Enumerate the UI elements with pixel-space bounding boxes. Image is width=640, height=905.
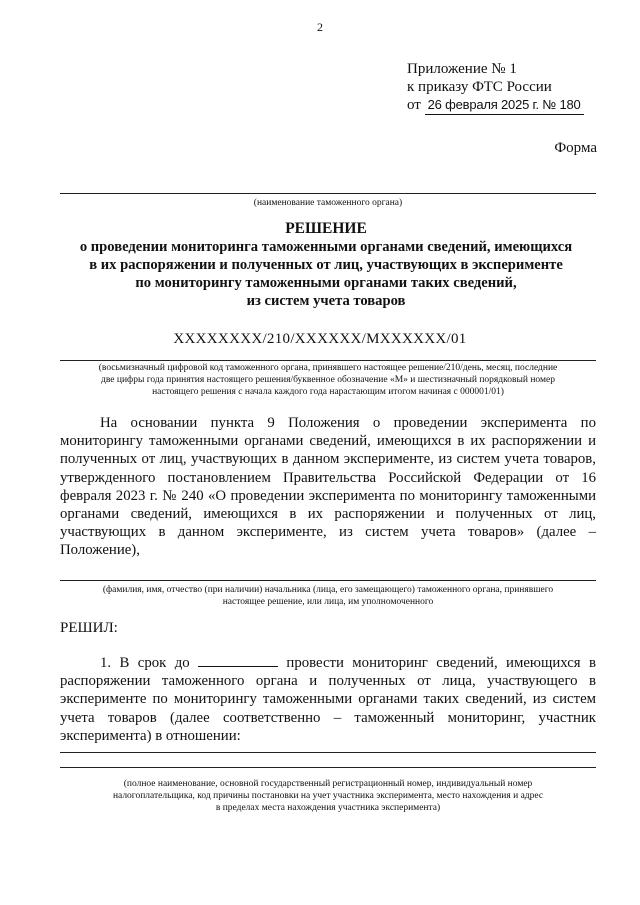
participant-caption-line-3: в пределах места нахождения участника эксперимента) [215,803,441,813]
code-caption-line-1: (восьмизначный цифровой код таможенного органа, принявшего настоящее решение/210/день, месяц, последние [98,363,558,373]
appendix-line-1: Приложение № 1 [407,61,517,77]
decision-title-line-4: из систем учета товаров [246,293,406,309]
item-1-paragraph [60,654,596,745]
customs-authority-caption: (наименование таможенного органа) [253,198,403,208]
deadline-blank [198,654,278,667]
decision-title-line-2: в их распоряжении и полученных от лиц, участвующих в эксперименте [89,257,563,273]
code-caption-line-2: две цифры года принятия настоящего решения/буквенное обозначение «М» и шестизначный порядковый номер [101,375,555,385]
item-1-prefix: 1. В срок до [100,655,190,671]
participant-caption-line-2: налогоплательщика, код причины постановки на учет участника эксперимента, место нахождения и адрес [112,791,544,801]
basis-paragraph: На основании пункта 9 Положения о проведении эксперимента по мониторингу таможенными органами сведений, имеющихся в их распоряжении и полученных от лиц, участвующих в данном эксперименте, из систем учета товаров, утвержденного постановлением Правительства Российской Федерации от 16 февраля 2023 г. № 240 «О проведении эксперимента по мониторингу таможенными органами сведений, имеющихся в их распоряжении и полученных от лиц, участвующих в данном эксперименте, из систем учета товаров» (далее – Положение), [60,415,596,559]
decision-code: XXXXXXXX/210/XXXXXX/MXXXXXX/01 [173,331,467,347]
participant-caption-line-1: (полное наименование, основной государственный регистрационный номер, индивидуальный номер [123,779,533,789]
decision-title [58,220,594,310]
appendix-line-2: к приказу ФТС России [407,79,552,95]
participant-line-1 [60,752,596,753]
participant-caption [60,778,596,814]
resolved-heading: РЕШИЛ: [60,620,118,636]
appendix-line-3 [407,96,584,115]
appendix-date: 26 февраля 2025 г. № 180 [425,96,584,115]
head-name-line [60,580,596,581]
form-label: Форма [554,140,597,156]
decision-heading: РЕШЕНИЕ [285,220,367,237]
appendix-block [407,60,584,115]
head-caption-line-1: (фамилия, имя, отчество (при наличии) начальника (лица, его замещающего) таможенного органа, принявшего [102,585,554,595]
head-caption-line-2: настоящее решение, или лица, им уполномоченного [222,597,434,607]
appendix-date-prefix: от [407,97,421,113]
participant-line-2 [60,767,596,768]
code-line [60,360,596,361]
code-caption-line-3: настоящего решения с начала каждого года нарастающим итогом начиная с 000001/01) [152,387,504,397]
head-caption [52,584,604,608]
decision-title-line-1: о проведении мониторинга таможенными органами сведений, имеющихся [79,239,573,255]
decision-title-line-3: по мониторингу таможенными органами таких сведений, [135,275,517,291]
code-caption [52,362,604,398]
customs-authority-line [60,193,596,194]
item-1-text: провести мониторинг сведений, имеющихся в распоряжении таможенного органа и полученных от лица, участвующего в эксперименте по мониторингу таможенными органами таких сведений, из систем учета товаров (далее соответственно – таможенный мониторинг, участник эксперимента) в отношении: [60,655,596,744]
page-number: 2 [317,20,323,34]
